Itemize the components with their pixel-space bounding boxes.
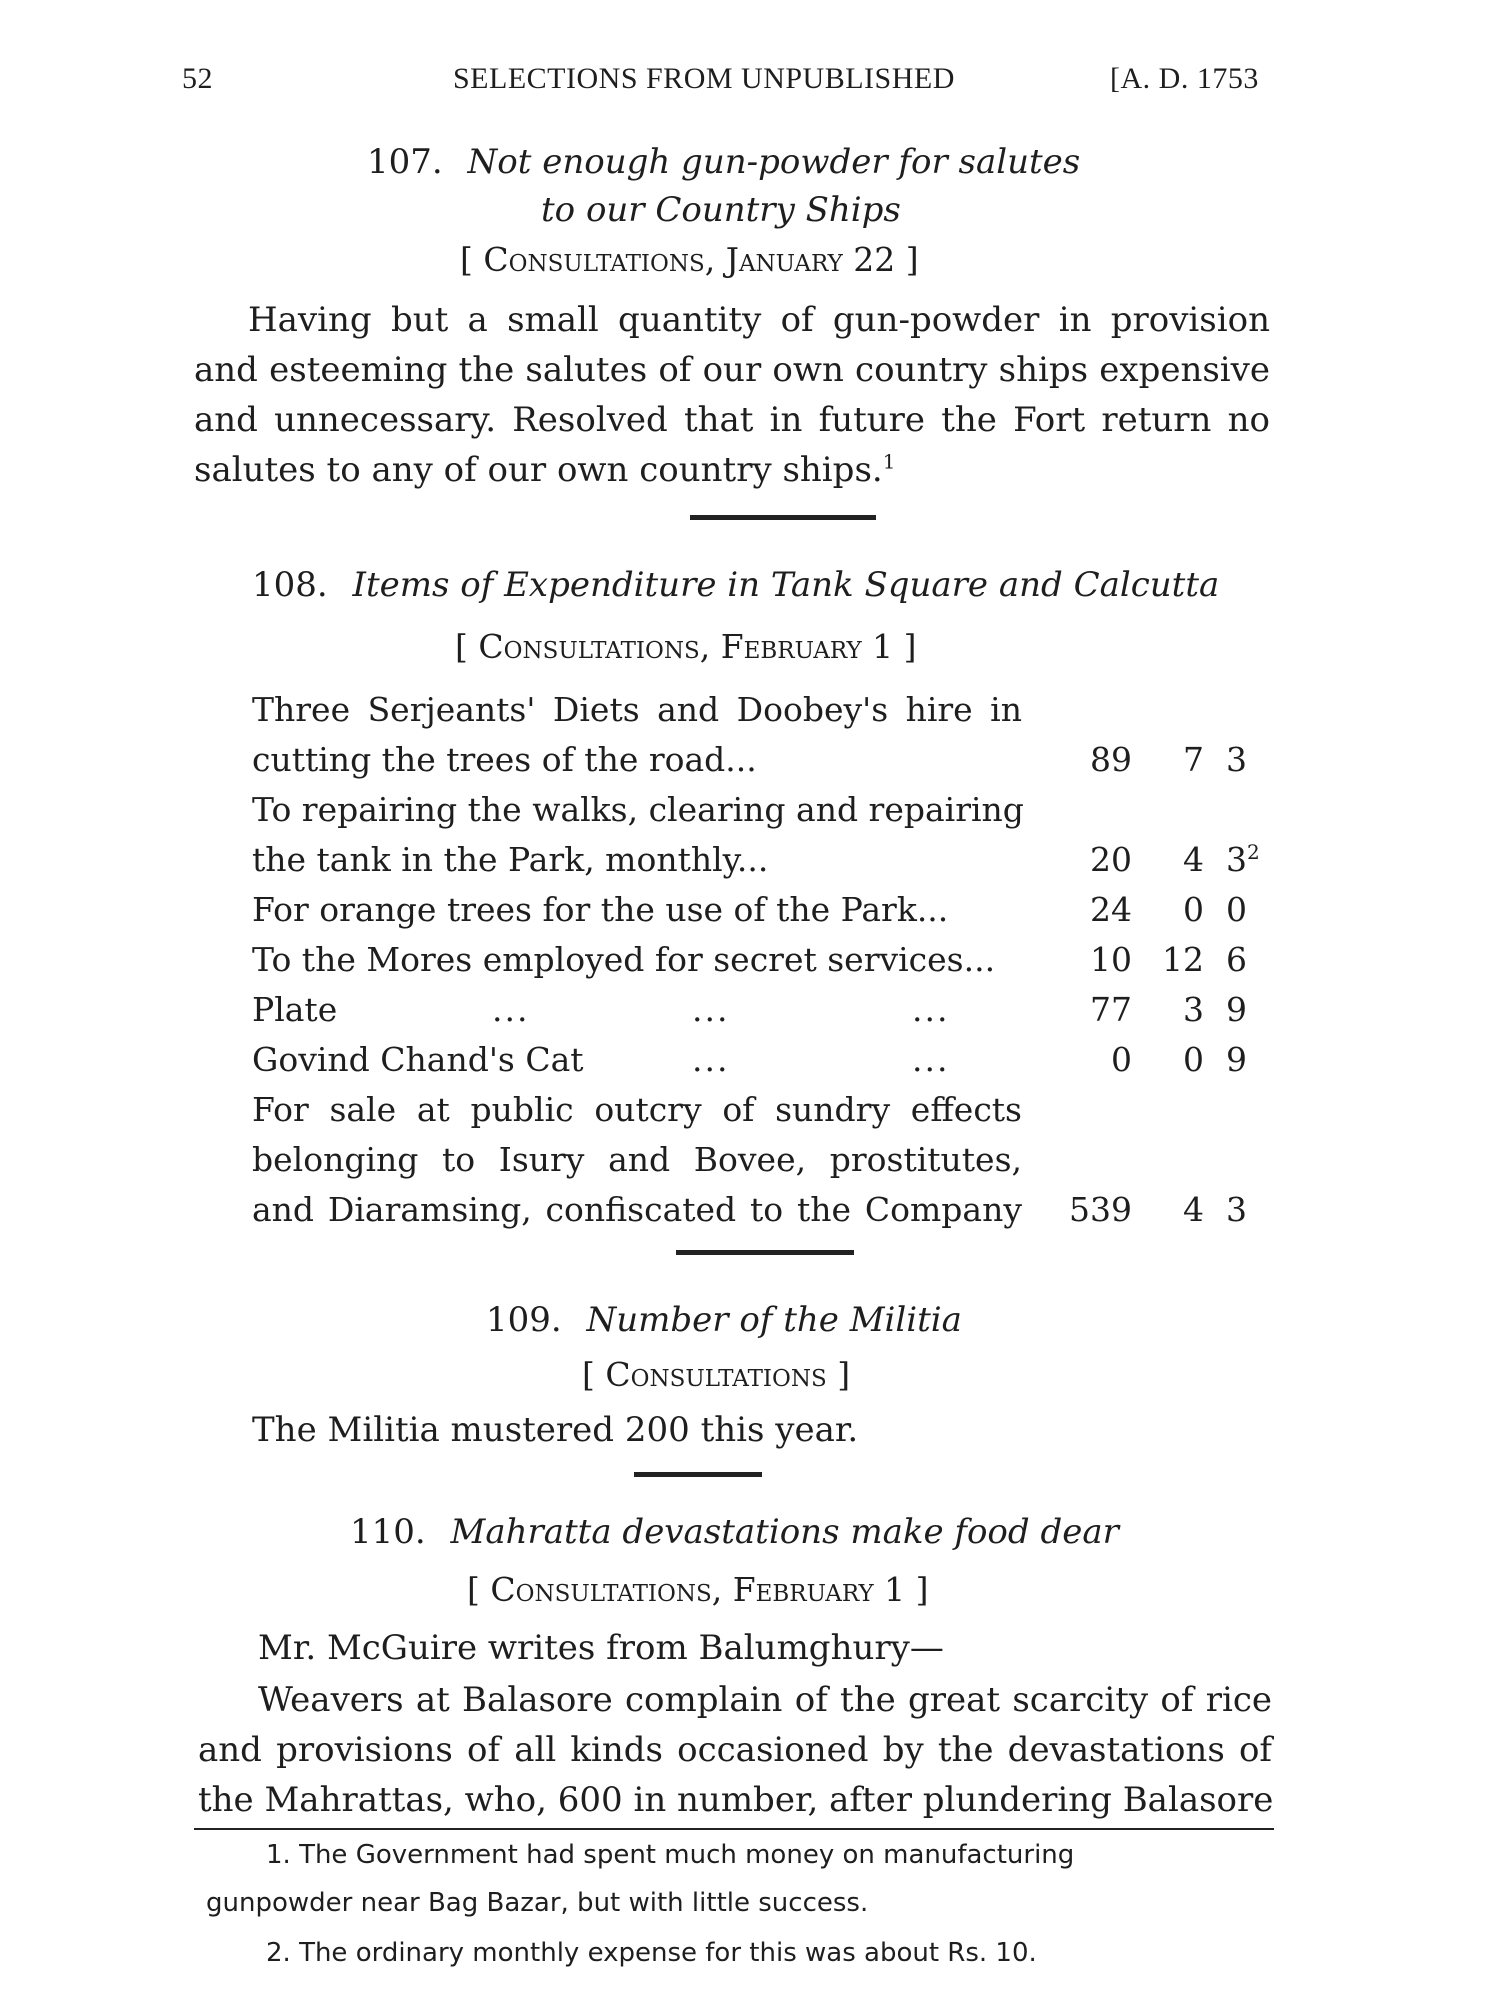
section-109-text: The Militia mustered 200 this year. bbox=[252, 1410, 859, 1450]
footnote-ref-1: 1 bbox=[882, 449, 896, 474]
leader-dots: ... bbox=[692, 990, 730, 1029]
expense-row bbox=[252, 790, 1272, 838]
expense-amount-pice: 9 bbox=[1226, 1040, 1247, 1079]
expense-amount-annas: 7 bbox=[1183, 740, 1204, 779]
section-107-source: [ Consultations, January 22 ] bbox=[460, 240, 919, 279]
expense-label: the tank in the Park, monthly... bbox=[252, 840, 769, 879]
expense-label: Govind Chand's Cat bbox=[252, 1040, 584, 1079]
expense-amount-pice: 0 bbox=[1226, 890, 1247, 929]
expense-row bbox=[252, 940, 1272, 988]
expense-row bbox=[252, 990, 1272, 1038]
section-110-line-1: Weavers at Balasore complain of the great scarcity of rice bbox=[258, 1680, 1272, 1720]
expense-label: For orange trees for the use of the Park... bbox=[252, 890, 949, 929]
leader-dots: ... bbox=[912, 990, 950, 1029]
section-108-title: Items of Expenditure in Tank Square and Calcutta bbox=[352, 565, 1220, 605]
section-108-heading bbox=[252, 565, 1219, 605]
section-109-source: [ Consultations ] bbox=[582, 1355, 851, 1394]
section-108-number: 108. bbox=[252, 565, 328, 605]
expense-label: For sale at public outcry of sundry effects bbox=[252, 1090, 1022, 1129]
page-number: 52 bbox=[182, 62, 213, 95]
expense-amount-rupees: 24 bbox=[1090, 890, 1132, 929]
expense-amount-pice: 3 bbox=[1226, 1190, 1247, 1229]
expense-amount-rupees: 0 bbox=[1111, 1040, 1132, 1079]
expense-row bbox=[252, 840, 1272, 888]
footnote-1-line-1: 1. The Government had spent much money on manufacturing bbox=[266, 1840, 1075, 1870]
section-divider bbox=[634, 1472, 762, 1477]
expense-row bbox=[252, 1090, 1272, 1138]
expense-amount-annas: 0 bbox=[1183, 890, 1204, 929]
section-107-line-3: and unnecessary. Resolved that in future the Fort return no bbox=[194, 400, 1270, 440]
expense-amount-rupees: 89 bbox=[1090, 740, 1132, 779]
expense-amount-pice-value: 3 bbox=[1226, 840, 1247, 879]
expense-amount-annas: 4 bbox=[1183, 840, 1204, 879]
expense-label: and Diaramsing, confiscated to the Company bbox=[252, 1190, 1022, 1229]
expense-amount-annas: 4 bbox=[1183, 1190, 1204, 1229]
running-date: [A. D. 1753 bbox=[1110, 62, 1259, 95]
running-title: SELECTIONS FROM UNPUBLISHED bbox=[453, 62, 955, 95]
expense-amount-pice bbox=[1226, 840, 1272, 879]
section-divider bbox=[690, 515, 876, 520]
expense-amount-rupees: 77 bbox=[1090, 990, 1132, 1029]
expense-label: Plate bbox=[252, 990, 338, 1029]
expense-label: cutting the trees of the road... bbox=[252, 740, 757, 779]
section-109-heading bbox=[486, 1300, 962, 1340]
section-110-source: [ Consultations, February 1 ] bbox=[467, 1570, 929, 1609]
expense-amount-pice: 3 bbox=[1226, 740, 1247, 779]
expense-row bbox=[252, 890, 1272, 938]
section-110-line-2: and provisions of all kinds occasioned by the devastations of bbox=[198, 1730, 1272, 1770]
section-109-title: Number of the Militia bbox=[586, 1300, 962, 1340]
expense-row bbox=[252, 690, 1272, 738]
expense-row bbox=[252, 740, 1272, 788]
section-107-line-4 bbox=[194, 450, 895, 490]
expense-amount-annas: 12 bbox=[1162, 940, 1204, 979]
expense-amount-rupees: 539 bbox=[1069, 1190, 1132, 1229]
section-107-number: 107. bbox=[367, 142, 443, 182]
expense-row bbox=[252, 1040, 1272, 1088]
section-107-heading bbox=[367, 142, 1080, 182]
section-107-line-4-text: salutes to any of our own country ships. bbox=[194, 450, 883, 490]
expense-row bbox=[252, 1190, 1272, 1238]
expense-label: Three Serjeants' Diets and Doobey's hire in bbox=[252, 690, 1022, 729]
expense-amount-pice: 6 bbox=[1226, 940, 1247, 979]
expense-row bbox=[252, 1140, 1272, 1188]
leader-dots: ... bbox=[692, 1040, 730, 1079]
expense-label: belonging to Isury and Bovee, prostitutes, bbox=[252, 1140, 1022, 1179]
section-divider bbox=[676, 1250, 854, 1255]
footnote-2: 2. The ordinary monthly expense for this was about Rs. 10. bbox=[266, 1938, 1037, 1968]
footnote-ref-2: 2 bbox=[1247, 840, 1260, 864]
section-107-line-2: and esteeming the salutes of our own country ships expensive bbox=[194, 350, 1270, 390]
leader-dots: ... bbox=[912, 1040, 950, 1079]
expense-label: To the Mores employed for secret services... bbox=[252, 940, 996, 979]
leader-dots: ... bbox=[492, 990, 530, 1029]
section-110-number: 110. bbox=[350, 1512, 426, 1552]
section-110-heading bbox=[350, 1512, 1119, 1552]
expense-amount-rupees: 10 bbox=[1090, 940, 1132, 979]
expense-amount-annas: 0 bbox=[1183, 1040, 1204, 1079]
section-108-source: [ Consultations, February 1 ] bbox=[455, 627, 917, 666]
footnote-1-line-2: gunpowder near Bag Bazar, but with little success. bbox=[206, 1888, 869, 1918]
section-107-title-line1: Not enough gun-powder for salutes bbox=[467, 142, 1081, 182]
section-107-title-line2: to our Country Ships bbox=[541, 190, 901, 230]
section-110-intro: Mr. McGuire writes from Balumghury— bbox=[258, 1628, 944, 1668]
section-110-title: Mahratta devastations make food dear bbox=[450, 1512, 1119, 1552]
footnote-rule bbox=[194, 1828, 1274, 1830]
section-109-number: 109. bbox=[486, 1300, 562, 1340]
expense-amount-pice: 9 bbox=[1226, 990, 1247, 1029]
expense-amount-rupees: 20 bbox=[1090, 840, 1132, 879]
section-107-line-1: Having but a small quantity of gun-powder in provision bbox=[248, 300, 1270, 340]
expense-amount-annas: 3 bbox=[1183, 990, 1204, 1029]
expense-label: To repairing the walks, clearing and repairing bbox=[252, 790, 1024, 829]
section-110-line-3: the Mahrattas, who, 600 in number, after plundering Balasore bbox=[198, 1780, 1274, 1820]
